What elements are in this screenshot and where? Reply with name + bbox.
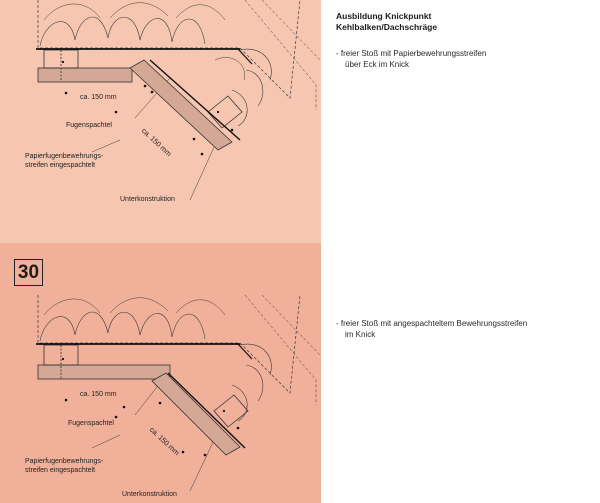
bullet-top-line1: - freier Stoß mit Papierbewehrungsstreifen	[336, 49, 487, 58]
bullet-top-line2: über Eck im Knick	[345, 60, 410, 69]
label-tape-line2: streifen eingespachtelt	[25, 467, 96, 474]
label-tape	[25, 152, 145, 170]
label-tape	[25, 457, 145, 475]
label-tape-line1: Papierfugenbewehrungs-	[25, 458, 104, 465]
heading-line2: Kehlbalken/Dachschräge	[336, 22, 438, 32]
bullet-top	[336, 48, 486, 70]
bullet-bottom	[336, 318, 527, 340]
detail-drawing-bottom	[0, 243, 321, 503]
bullet-bottom-line1: - freier Stoß mit angespachteltem Bewehrungsstreifen	[336, 319, 528, 328]
label-joint-filler: Fugenspachtel	[68, 420, 114, 427]
label-distance-diagonal: ca. 150 mm	[139, 126, 174, 159]
knickpunkt-drawing-top	[0, 0, 321, 243]
label-substructure: Unterkonstruktion	[120, 196, 175, 203]
page-number: 30	[14, 259, 43, 286]
label-distance-horizontal: ca. 150 mm	[80, 94, 117, 101]
label-distance-diagonal: ca. 150 mm	[147, 425, 182, 458]
label-distance-horizontal: ca. 150 mm	[80, 391, 117, 398]
label-joint-filler: Fugenspachtel	[66, 122, 112, 129]
label-substructure: Unterkonstruktion	[122, 491, 177, 498]
detail-drawing-top	[0, 0, 321, 243]
label-tape-line1: Papierfugenbewehrungs-	[25, 153, 104, 160]
label-tape-line2: streifen eingespachtelt	[25, 162, 96, 169]
heading-line1: Ausbildung Knickpunkt	[336, 11, 432, 21]
bullet-bottom-line2: im Knick	[345, 330, 376, 339]
